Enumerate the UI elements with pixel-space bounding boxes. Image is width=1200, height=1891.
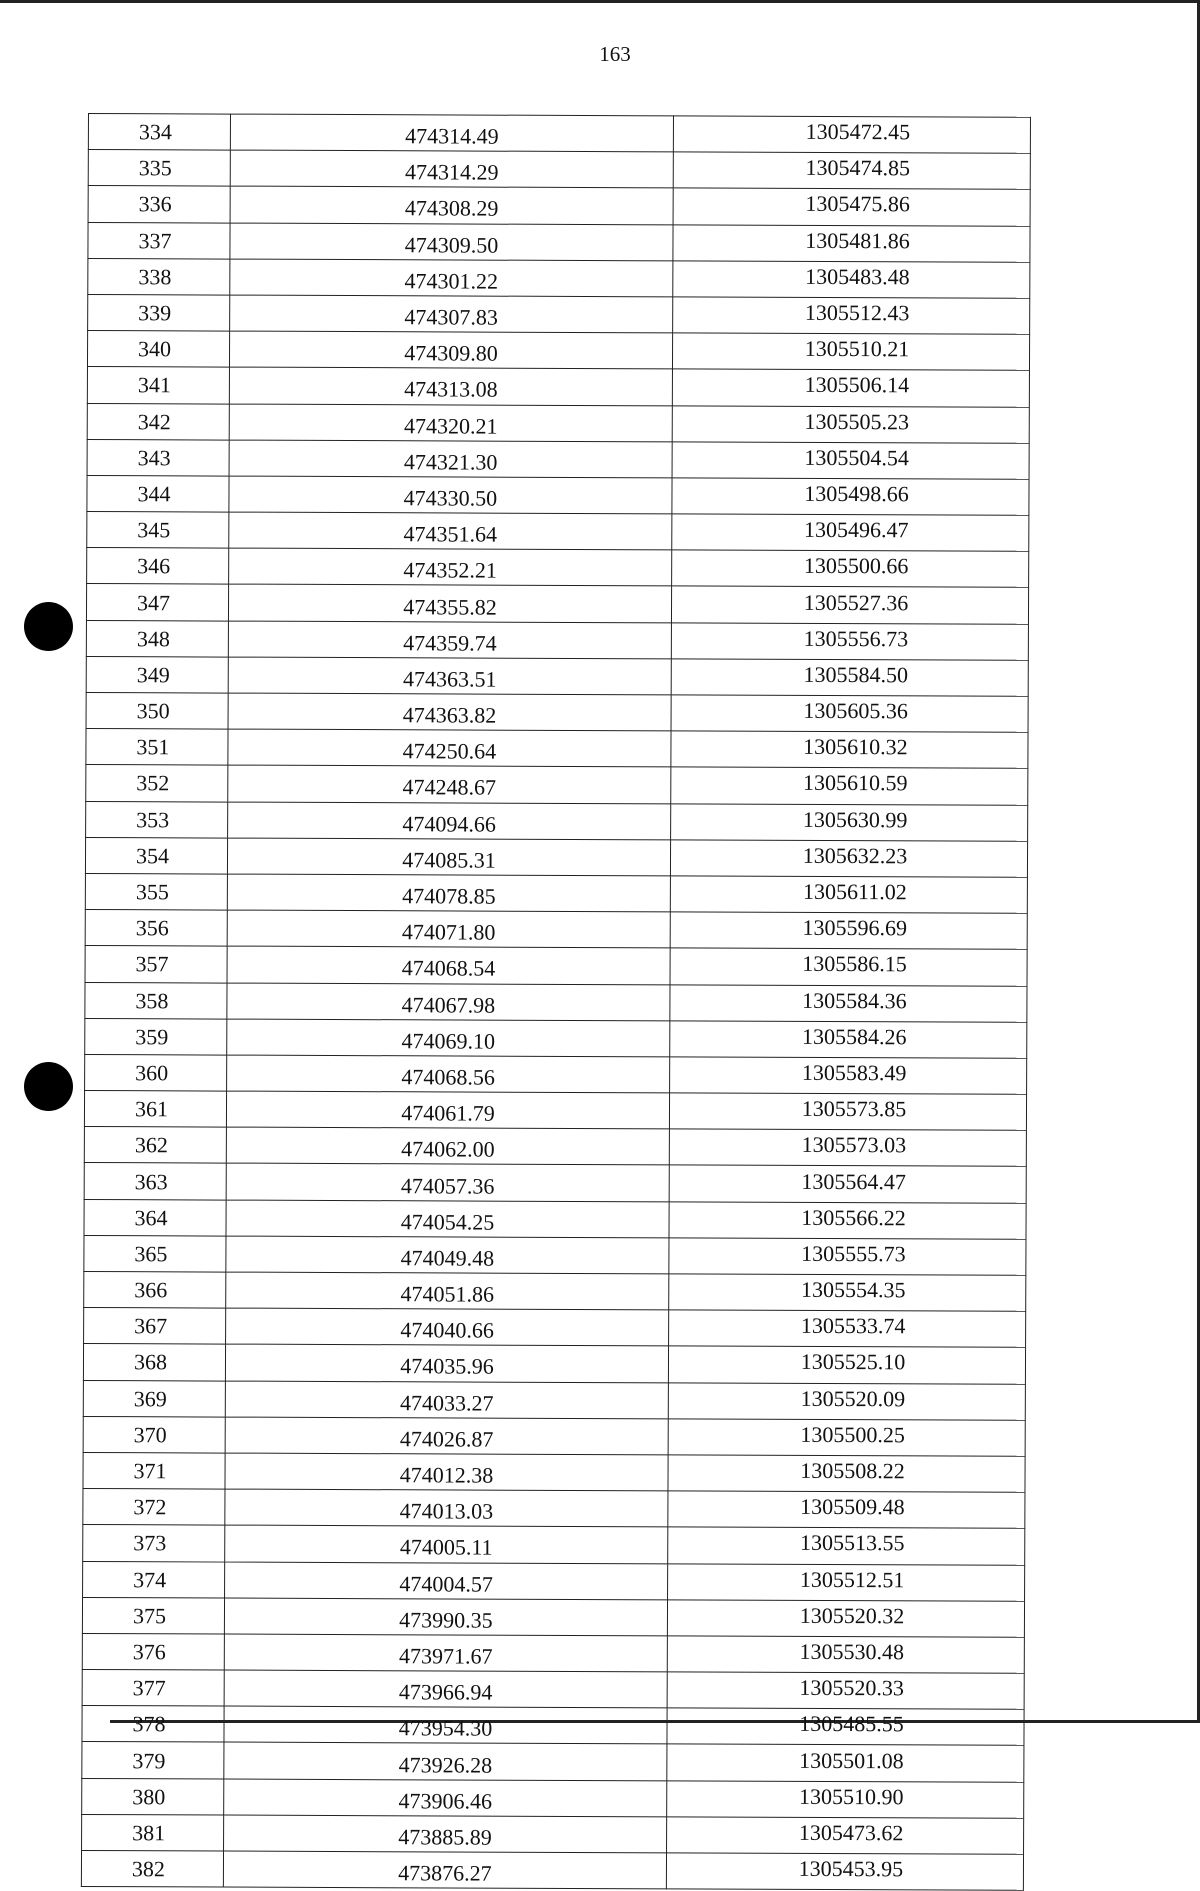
x-coordinate-cell: 474250.64 — [228, 729, 671, 767]
table-row — [85, 873, 1027, 913]
point-id-cell: 359 — [85, 1018, 227, 1055]
table-row — [82, 1814, 1024, 1854]
point-id-cell: 341 — [87, 367, 229, 404]
x-coordinate-cell: 474071.80 — [227, 910, 670, 948]
page-number: 163 — [599, 42, 631, 66]
x-coordinate-cell: 474057.36 — [226, 1164, 669, 1202]
point-id-cell: 358 — [85, 982, 227, 1019]
y-coordinate-cell: 1305584.26 — [670, 1021, 1027, 1059]
y-coordinate-cell: 1305573.85 — [669, 1093, 1026, 1131]
x-coordinate-cell: 474068.54 — [227, 946, 670, 984]
y-coordinate-cell: 1305513.55 — [668, 1527, 1025, 1565]
table-row — [83, 1416, 1025, 1456]
x-coordinate-cell: 474308.29 — [230, 186, 673, 224]
coordinates-table-body — [81, 114, 1030, 1891]
x-coordinate-cell: 473954.30 — [224, 1706, 667, 1744]
table-row — [87, 512, 1029, 552]
x-coordinate-cell: 474085.31 — [227, 838, 670, 876]
point-id-cell: 362 — [84, 1127, 226, 1164]
table-row — [84, 1199, 1026, 1239]
punch-hole-mark — [24, 602, 73, 651]
table-row — [88, 150, 1030, 190]
table-row — [83, 1525, 1025, 1565]
y-coordinate-cell: 1305527.36 — [671, 586, 1028, 624]
point-id-cell: 375 — [82, 1597, 224, 1634]
x-coordinate-cell: 474363.82 — [228, 693, 671, 731]
table-row — [82, 1706, 1024, 1746]
y-coordinate-cell: 1305605.36 — [671, 695, 1028, 733]
table-row — [88, 258, 1030, 298]
x-coordinate-cell: 474248.67 — [228, 765, 671, 803]
table-row — [83, 1380, 1025, 1420]
table-row — [82, 1778, 1024, 1818]
y-coordinate-cell: 1305573.03 — [669, 1129, 1026, 1167]
x-coordinate-cell: 474094.66 — [228, 802, 671, 840]
table-row — [83, 1561, 1025, 1601]
y-coordinate-cell: 1305474.85 — [673, 152, 1030, 190]
x-coordinate-cell: 474314.29 — [230, 150, 673, 188]
point-id-cell: 337 — [88, 222, 230, 259]
point-id-cell: 377 — [82, 1670, 224, 1707]
table-row — [85, 910, 1027, 950]
y-coordinate-cell: 1305504.54 — [672, 442, 1029, 480]
y-coordinate-cell: 1305506.14 — [672, 369, 1029, 407]
y-coordinate-cell: 1305510.90 — [667, 1780, 1024, 1818]
x-coordinate-cell: 473885.89 — [224, 1815, 667, 1853]
x-coordinate-cell: 474040.66 — [226, 1308, 669, 1346]
x-coordinate-cell: 473966.94 — [224, 1670, 667, 1708]
table-row — [87, 475, 1029, 515]
point-id-cell: 360 — [85, 1054, 227, 1091]
x-coordinate-cell: 474061.79 — [226, 1091, 669, 1129]
table-row — [87, 331, 1029, 371]
x-coordinate-cell: 473876.27 — [223, 1851, 666, 1889]
x-coordinate-cell: 474321.30 — [229, 440, 672, 478]
table-row — [87, 367, 1029, 407]
point-id-cell: 378 — [82, 1706, 224, 1743]
point-id-cell: 374 — [83, 1561, 225, 1598]
y-coordinate-cell: 1305485.55 — [667, 1708, 1024, 1746]
coordinates-table — [81, 113, 1031, 1891]
point-id-cell: 336 — [88, 186, 230, 223]
point-id-cell: 352 — [86, 765, 228, 802]
point-id-cell: 357 — [85, 946, 227, 983]
x-coordinate-cell: 474068.56 — [227, 1055, 670, 1093]
point-id-cell: 340 — [87, 331, 229, 368]
table-row — [87, 403, 1029, 443]
table-row — [86, 620, 1028, 660]
y-coordinate-cell: 1305481.86 — [673, 224, 1030, 262]
point-id-cell: 355 — [85, 873, 227, 910]
point-id-cell: 379 — [82, 1742, 224, 1779]
table-row — [88, 294, 1030, 334]
y-coordinate-cell: 1305498.66 — [672, 478, 1029, 516]
y-coordinate-cell: 1305610.32 — [671, 731, 1028, 769]
y-coordinate-cell: 1305520.32 — [667, 1600, 1024, 1638]
point-id-cell: 344 — [87, 475, 229, 512]
x-coordinate-cell: 474314.49 — [230, 114, 673, 152]
table-row — [87, 439, 1029, 479]
point-id-cell: 350 — [86, 692, 228, 729]
y-coordinate-cell: 1305610.59 — [671, 767, 1028, 805]
point-id-cell: 345 — [87, 512, 229, 549]
x-coordinate-cell: 474069.10 — [227, 1019, 670, 1057]
point-id-cell: 381 — [82, 1814, 224, 1851]
y-coordinate-cell: 1305586.15 — [670, 948, 1027, 986]
point-id-cell: 349 — [86, 656, 228, 693]
point-id-cell: 343 — [87, 439, 229, 476]
table-row — [86, 801, 1028, 841]
coordinates-table-container — [81, 113, 1030, 1891]
x-coordinate-cell: 474363.51 — [228, 657, 671, 695]
x-coordinate-cell: 474033.27 — [225, 1381, 668, 1419]
y-coordinate-cell: 1305510.21 — [672, 333, 1029, 371]
y-coordinate-cell: 1305512.51 — [668, 1563, 1025, 1601]
table-row — [88, 222, 1030, 262]
table-row — [82, 1597, 1024, 1637]
y-coordinate-cell: 1305520.09 — [668, 1382, 1025, 1420]
y-coordinate-cell: 1305583.49 — [670, 1057, 1027, 1095]
x-coordinate-cell: 474307.83 — [230, 295, 673, 333]
y-coordinate-cell: 1305533.74 — [669, 1310, 1026, 1348]
table-row — [85, 837, 1027, 877]
x-coordinate-cell: 474359.74 — [228, 621, 671, 659]
x-coordinate-cell: 473971.67 — [224, 1634, 667, 1672]
table-row — [88, 114, 1030, 154]
point-id-cell: 364 — [84, 1199, 226, 1236]
y-coordinate-cell: 1305611.02 — [670, 876, 1027, 914]
y-coordinate-cell: 1305584.36 — [670, 984, 1027, 1022]
x-coordinate-cell: 474313.08 — [229, 367, 672, 405]
point-id-cell: 354 — [85, 837, 227, 874]
point-id-cell: 366 — [84, 1271, 226, 1308]
x-coordinate-cell: 474054.25 — [226, 1200, 669, 1238]
x-coordinate-cell: 474330.50 — [229, 476, 672, 514]
point-id-cell: 380 — [82, 1778, 224, 1815]
table-row — [85, 1018, 1027, 1058]
point-id-cell: 338 — [88, 258, 230, 295]
x-coordinate-cell: 474355.82 — [228, 585, 671, 623]
x-coordinate-cell: 474351.64 — [229, 512, 672, 550]
point-id-cell: 339 — [88, 294, 230, 331]
point-id-cell: 369 — [83, 1380, 225, 1417]
table-row — [86, 656, 1028, 696]
point-id-cell: 361 — [84, 1091, 226, 1128]
point-id-cell: 353 — [86, 801, 228, 838]
y-coordinate-cell: 1305555.73 — [669, 1238, 1026, 1276]
x-coordinate-cell: 474026.87 — [225, 1417, 668, 1455]
point-id-cell: 351 — [86, 729, 228, 766]
x-coordinate-cell: 474013.03 — [225, 1489, 668, 1527]
y-coordinate-cell: 1305500.66 — [672, 550, 1029, 588]
point-id-cell: 371 — [83, 1452, 225, 1489]
table-row — [85, 1054, 1027, 1094]
x-coordinate-cell: 474067.98 — [227, 983, 670, 1021]
x-coordinate-cell: 473990.35 — [224, 1598, 667, 1636]
table-row — [84, 1235, 1026, 1275]
page-border-top — [0, 0, 1200, 3]
y-coordinate-cell: 1305505.23 — [672, 405, 1029, 443]
x-coordinate-cell: 473926.28 — [224, 1742, 667, 1780]
table-row — [84, 1127, 1026, 1167]
x-coordinate-cell: 474309.80 — [229, 331, 672, 369]
y-coordinate-cell: 1305632.23 — [670, 840, 1027, 878]
y-coordinate-cell: 1305556.73 — [671, 622, 1028, 660]
x-coordinate-cell: 474049.48 — [226, 1236, 669, 1274]
point-id-cell: 347 — [86, 584, 228, 621]
table-row — [86, 692, 1028, 732]
point-id-cell: 363 — [84, 1163, 226, 1200]
y-coordinate-cell: 1305472.45 — [673, 116, 1030, 154]
x-coordinate-cell: 474051.86 — [226, 1272, 669, 1310]
table-row — [84, 1308, 1026, 1348]
point-id-cell: 365 — [84, 1235, 226, 1272]
point-id-cell: 334 — [88, 114, 230, 151]
point-id-cell: 356 — [85, 910, 227, 947]
x-coordinate-cell: 474352.21 — [229, 548, 672, 586]
y-coordinate-cell: 1305473.62 — [667, 1817, 1024, 1855]
y-coordinate-cell: 1305475.86 — [673, 188, 1030, 226]
y-coordinate-cell: 1305508.22 — [668, 1455, 1025, 1493]
x-coordinate-cell: 473906.46 — [224, 1779, 667, 1817]
table-row — [86, 584, 1028, 624]
point-id-cell: 376 — [82, 1633, 224, 1670]
table-row — [82, 1742, 1024, 1782]
table-row — [86, 765, 1028, 805]
table-row — [83, 1489, 1025, 1529]
x-coordinate-cell: 474320.21 — [229, 404, 672, 442]
point-id-cell: 348 — [86, 620, 228, 657]
point-id-cell: 346 — [87, 548, 229, 585]
table-row — [84, 1091, 1026, 1131]
point-id-cell: 382 — [81, 1850, 223, 1887]
y-coordinate-cell: 1305509.48 — [668, 1491, 1025, 1529]
y-coordinate-cell: 1305630.99 — [671, 803, 1028, 841]
table-row — [85, 946, 1027, 986]
table-row — [82, 1633, 1024, 1673]
point-id-cell: 370 — [83, 1416, 225, 1453]
table-row — [83, 1344, 1025, 1384]
table-row — [88, 186, 1030, 226]
y-coordinate-cell: 1305564.47 — [669, 1165, 1026, 1203]
y-coordinate-cell: 1305520.33 — [667, 1672, 1024, 1710]
x-coordinate-cell: 474078.85 — [227, 874, 670, 912]
y-coordinate-cell: 1305530.48 — [667, 1636, 1024, 1674]
y-coordinate-cell: 1305453.95 — [666, 1853, 1023, 1891]
table-row — [84, 1271, 1026, 1311]
y-coordinate-cell: 1305525.10 — [668, 1346, 1025, 1384]
x-coordinate-cell: 474012.38 — [225, 1453, 668, 1491]
table-row — [83, 1452, 1025, 1492]
x-coordinate-cell: 474301.22 — [230, 259, 673, 297]
punch-hole-mark — [24, 1062, 73, 1111]
x-coordinate-cell: 474004.57 — [225, 1562, 668, 1600]
point-id-cell: 373 — [83, 1525, 225, 1562]
point-id-cell: 342 — [87, 403, 229, 440]
point-id-cell: 335 — [88, 150, 230, 187]
y-coordinate-cell: 1305512.43 — [673, 297, 1030, 335]
y-coordinate-cell: 1305496.47 — [672, 514, 1029, 552]
y-coordinate-cell: 1305584.50 — [671, 659, 1028, 697]
x-coordinate-cell: 474035.96 — [225, 1344, 668, 1382]
table-row — [81, 1850, 1023, 1890]
x-coordinate-cell: 474005.11 — [225, 1525, 668, 1563]
point-id-cell: 368 — [83, 1344, 225, 1381]
x-coordinate-cell: 474309.50 — [230, 223, 673, 261]
point-id-cell: 367 — [84, 1308, 226, 1345]
table-row — [86, 729, 1028, 769]
point-id-cell: 372 — [83, 1489, 225, 1526]
y-coordinate-cell: 1305566.22 — [669, 1201, 1026, 1239]
table-row — [87, 548, 1029, 588]
y-coordinate-cell: 1305483.48 — [673, 261, 1030, 299]
table-row — [82, 1670, 1024, 1710]
y-coordinate-cell: 1305501.08 — [667, 1744, 1024, 1782]
table-row — [84, 1163, 1026, 1203]
y-coordinate-cell: 1305554.35 — [669, 1274, 1026, 1312]
y-coordinate-cell: 1305500.25 — [668, 1419, 1025, 1457]
y-coordinate-cell: 1305596.69 — [670, 912, 1027, 950]
x-coordinate-cell: 474062.00 — [226, 1127, 669, 1165]
table-row — [85, 982, 1027, 1022]
